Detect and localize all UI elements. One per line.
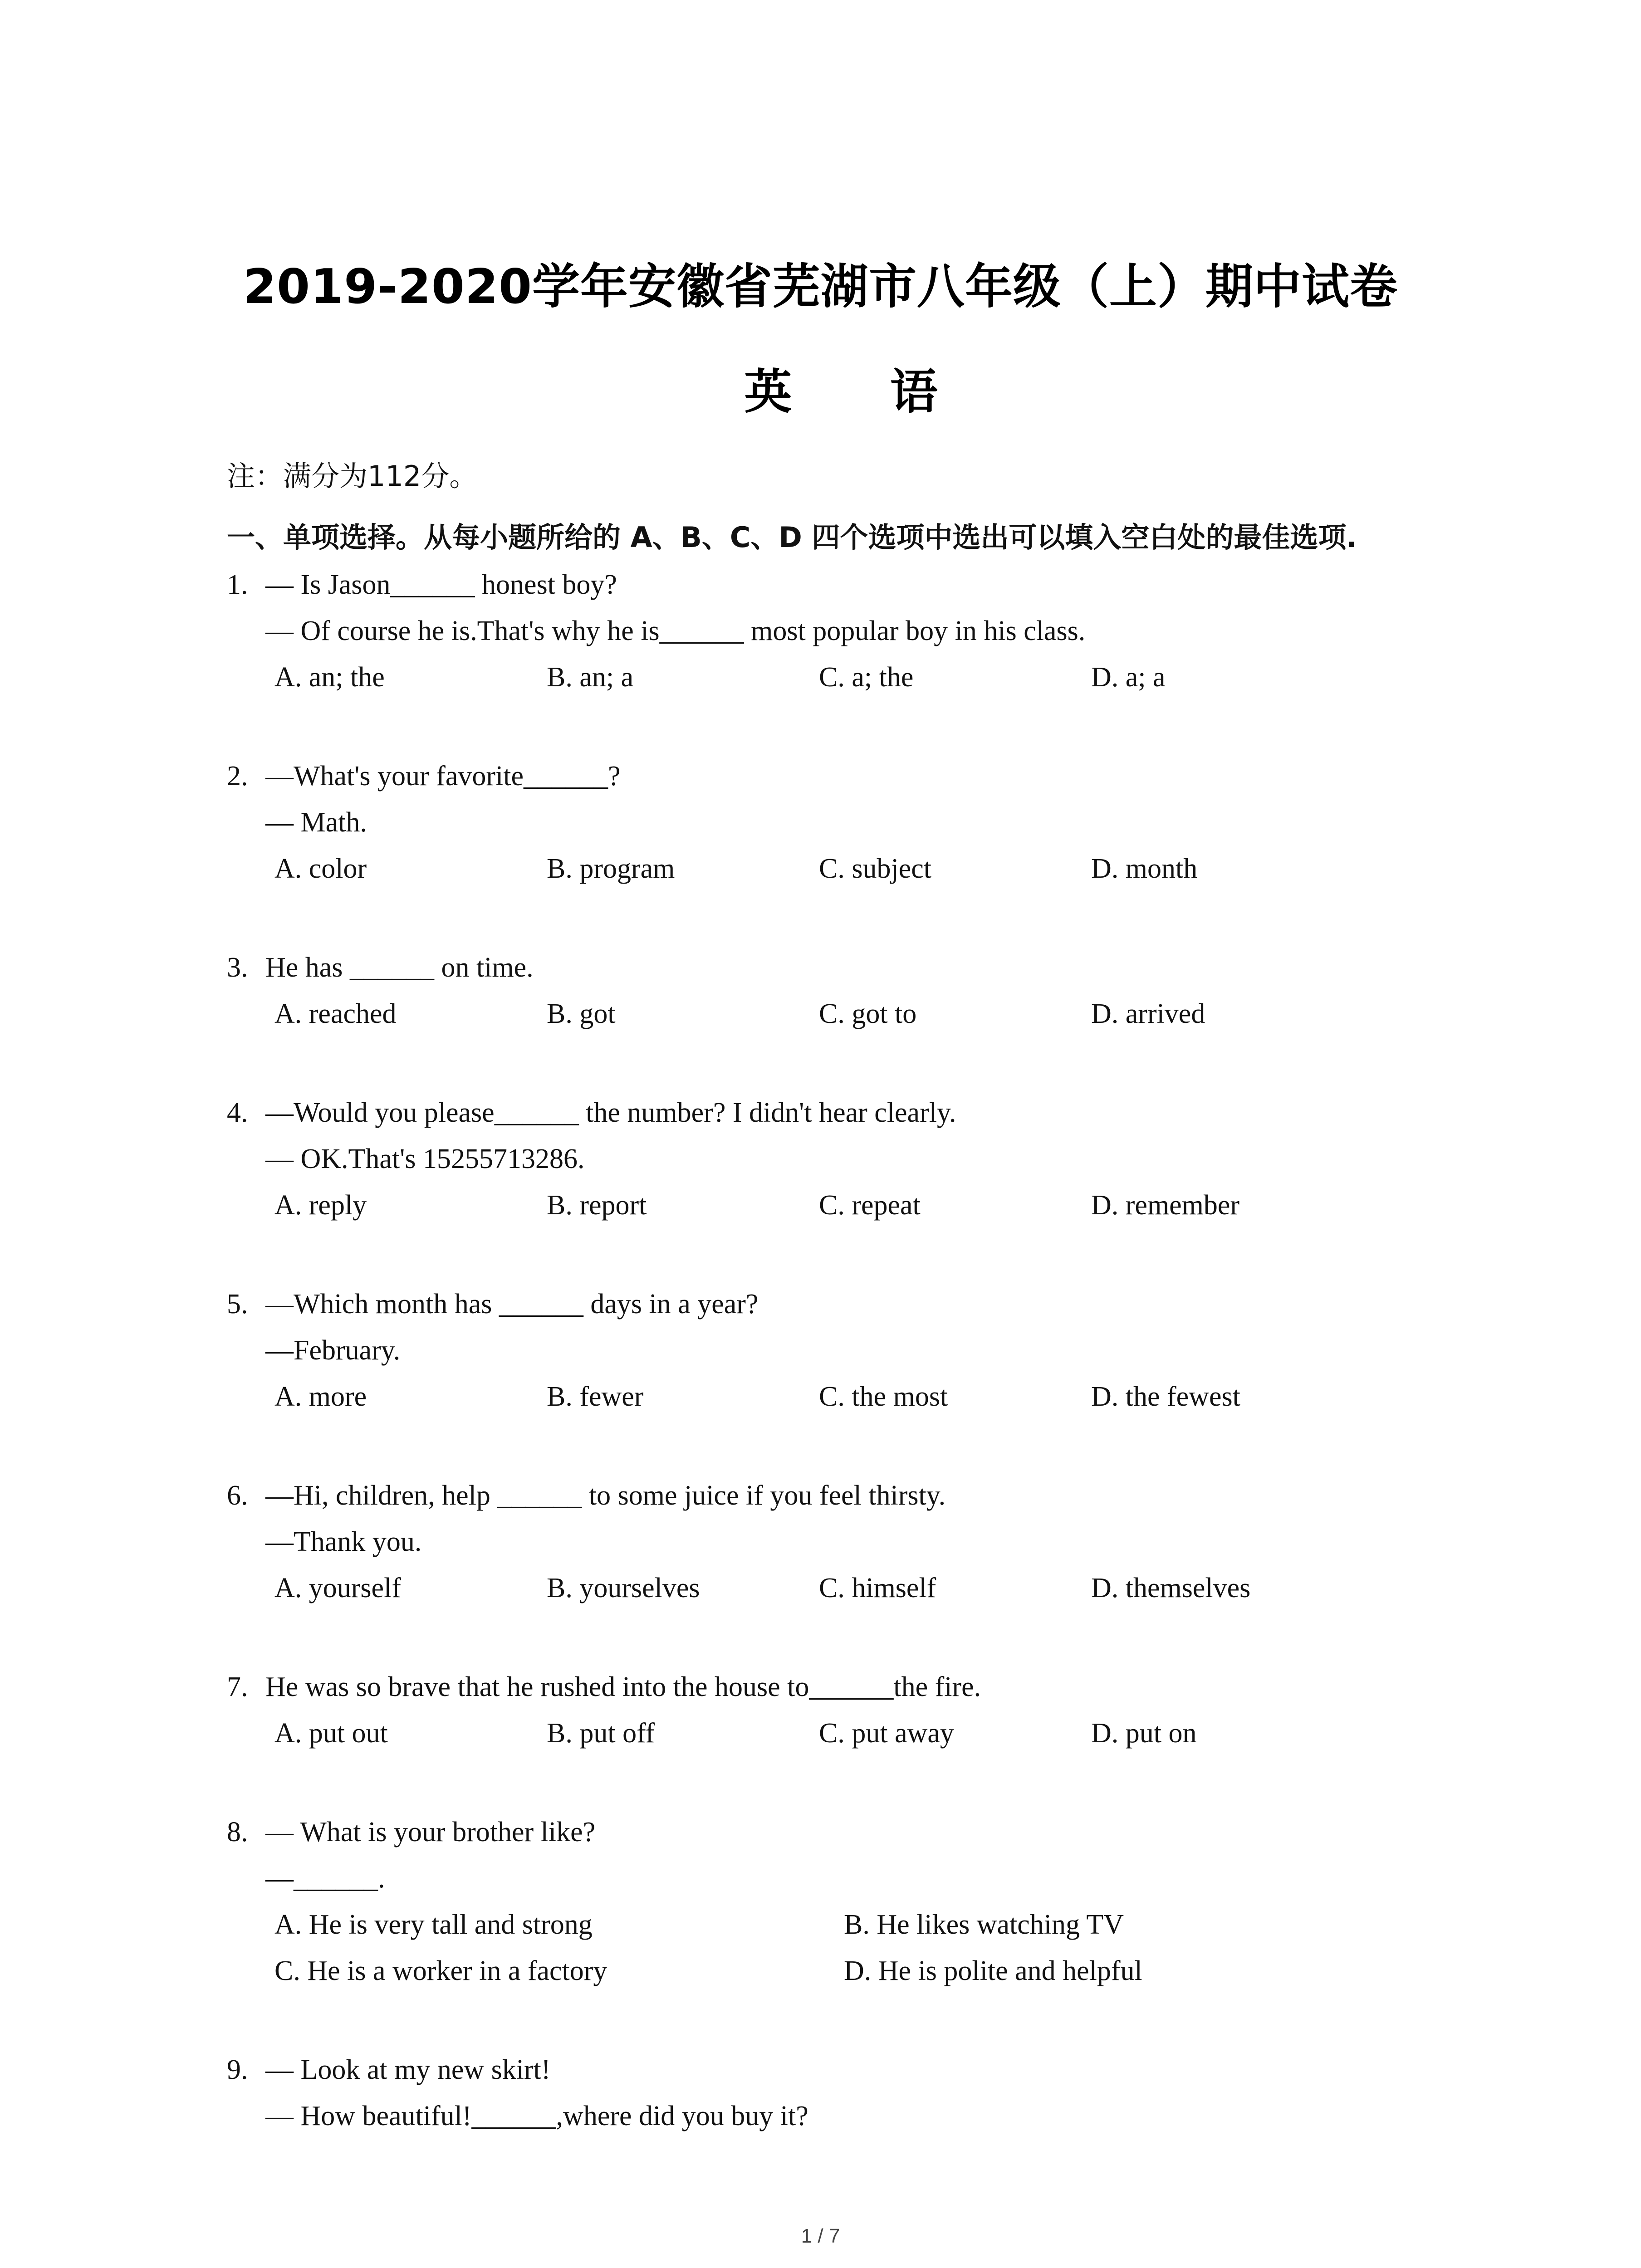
option-c: C. a; the — [819, 662, 914, 693]
option-d: D. remember — [1091, 1190, 1240, 1221]
option-a: A. yourself — [274, 1573, 401, 1603]
section-instruction: 一、单项选择。从每小题所给的 A、B、C、D 四个选项中选出可以填入空白处的最佳选项. — [227, 521, 1357, 554]
option-b: B. got — [547, 998, 616, 1029]
option-a: A. color — [274, 853, 367, 884]
question-line: —Which month has ______ days in a year? — [265, 1289, 759, 1320]
option-d: D. put on — [1091, 1718, 1197, 1749]
question-number: 3. — [227, 952, 248, 983]
option-d: D. themselves — [1091, 1573, 1251, 1603]
option-a: A. an; the — [274, 662, 385, 693]
option-c: C. got to — [819, 998, 917, 1029]
question-number: 1. — [227, 569, 248, 600]
question-line: —What's your favorite______? — [265, 761, 621, 792]
question-line: — How beautiful!______,where did you buy it? — [265, 2101, 808, 2131]
option-b: B. an; a — [547, 662, 634, 693]
option-b: B. yourselves — [547, 1573, 700, 1603]
option-a: A. more — [274, 1381, 367, 1412]
option-c: C. put away — [819, 1718, 954, 1749]
option-c: C. He is a worker in a factory — [274, 1955, 607, 1986]
question-number: 9. — [227, 2054, 248, 2085]
option-a: A. put out — [274, 1718, 388, 1749]
question-line: —______. — [265, 1863, 385, 1894]
option-d: D. He is polite and helpful — [844, 1955, 1142, 1986]
option-b: B. fewer — [547, 1381, 644, 1412]
option-d: D. arrived — [1091, 998, 1205, 1029]
question-line: He was so brave that he rushed into the house to______the fire. — [265, 1672, 981, 1702]
option-d: D. month — [1091, 853, 1198, 884]
score-note: 注：满分为112分。 — [227, 459, 478, 493]
question-number: 7. — [227, 1672, 248, 1702]
question-line: —Would you please______ the number? I didn't hear clearly. — [265, 1097, 956, 1128]
question-line: —February. — [265, 1335, 401, 1366]
question-number: 8. — [227, 1817, 248, 1848]
option-a: A. reply — [274, 1190, 367, 1221]
question-line: — Of course he is.That's why he is______ most popular boy in his class. — [265, 616, 1086, 646]
question-line: He has ______ on time. — [265, 952, 534, 983]
question-line: — Look at my new skirt! — [265, 2054, 551, 2085]
question-line: —Hi, children, help ______ to some juice if you feel thirsty. — [265, 1480, 946, 1511]
question-line: — Math. — [265, 807, 367, 838]
option-c: C. the most — [819, 1381, 948, 1412]
question-number: 6. — [227, 1480, 248, 1511]
option-a: A. He is very tall and strong — [274, 1909, 593, 1940]
option-a: A. reached — [274, 998, 397, 1029]
option-c: C. repeat — [819, 1190, 921, 1221]
exam-title: 2019-2020学年安徽省芜湖市八年级（上）期中试卷 — [243, 259, 1398, 314]
option-b: B. report — [547, 1190, 647, 1221]
option-d: D. a; a — [1091, 662, 1166, 693]
question-line: — What is your brother like? — [265, 1817, 596, 1848]
option-c: C. himself — [819, 1573, 936, 1603]
question-line: — Is Jason______ honest boy? — [265, 569, 617, 600]
option-b: B. program — [547, 853, 675, 884]
page-number: 1 / 7 — [801, 2225, 840, 2247]
question-line: —Thank you. — [265, 1526, 422, 1557]
question-line: — OK.That's 15255713286. — [265, 1144, 585, 1174]
question-number: 4. — [227, 1097, 248, 1128]
option-d: D. the fewest — [1091, 1381, 1240, 1412]
option-b: B. He likes watching TV — [844, 1909, 1124, 1940]
question-number: 5. — [227, 1289, 248, 1320]
option-c: C. subject — [819, 853, 931, 884]
question-number: 2. — [227, 761, 248, 792]
option-b: B. put off — [547, 1718, 655, 1749]
subject-title: 英 语 — [744, 364, 979, 420]
